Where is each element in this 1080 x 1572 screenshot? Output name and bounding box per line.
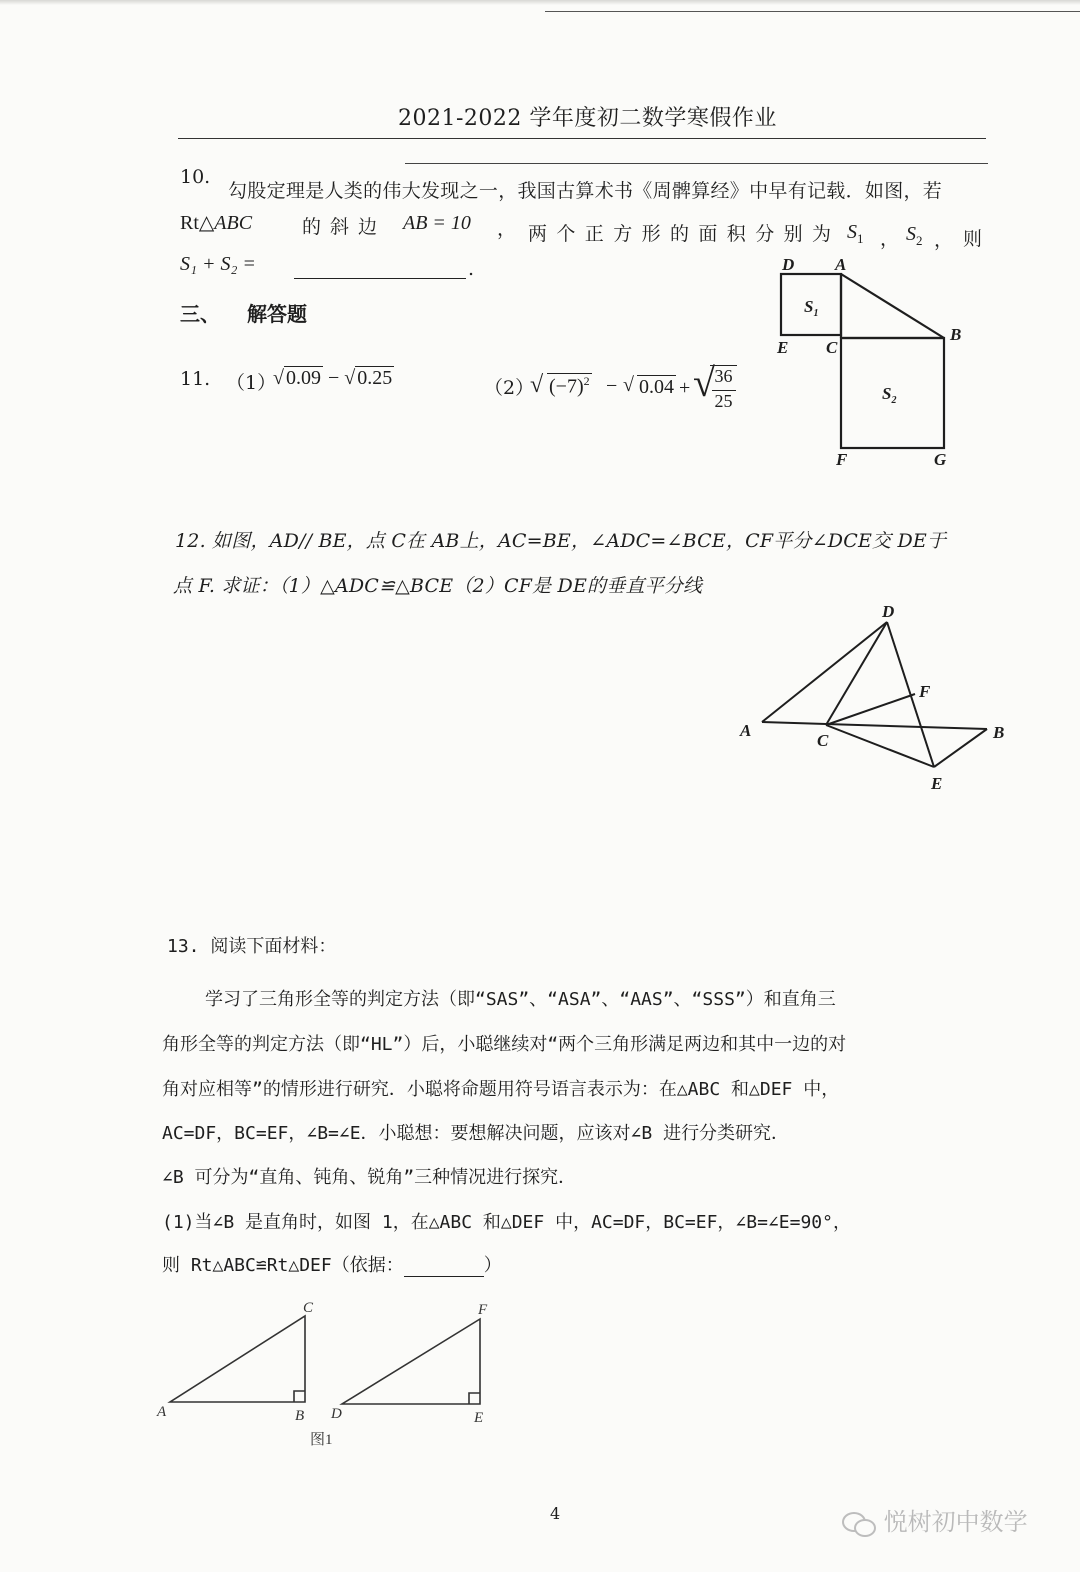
q13-paragraph-line6: (1)当∠B 是直角时，如图 1，在△ABC 和△DEF 中，AC=DF，BC=EF，∠B=∠E=90°，	[162, 1212, 851, 1233]
q11-p2-exp: 2	[583, 374, 590, 388]
q10-s1-sub: 1	[857, 231, 864, 246]
segment-ab	[841, 274, 944, 338]
q11-p2-r1-base: (−7)	[549, 375, 584, 398]
q10-abc: ABC	[214, 212, 253, 234]
label-e: E	[777, 338, 789, 357]
q10-figure	[770, 250, 1000, 475]
q11-p1-r2: 0.25	[357, 367, 393, 389]
q11-number: 11.	[180, 368, 211, 390]
q10-hyp-text: 的斜边	[302, 216, 387, 238]
q11-p1-minus: −	[327, 367, 340, 389]
q11-p2-r2: 0.04	[639, 376, 674, 398]
q10-sep1: ，	[497, 218, 517, 240]
label-g: G	[934, 450, 947, 469]
segment-dc	[826, 622, 887, 725]
radical-icon: √	[623, 374, 634, 396]
label-d: D	[882, 602, 895, 621]
q10-then: 则	[963, 228, 983, 250]
label-f: F	[919, 682, 931, 701]
label-s2-letter: S	[882, 384, 892, 403]
segment-ad	[762, 622, 887, 722]
label-a: A	[835, 255, 847, 274]
q12-figure	[735, 595, 1020, 795]
q11-p1-label: （1）	[226, 372, 277, 394]
q11-p2-plus: +	[679, 377, 691, 399]
q13-paragraph-line3: 角对应相等”的情形进行研究．小聪将命题用符号语言表示为：在△ABC 和△DEF 中，	[162, 1079, 840, 1100]
label-b: B	[950, 325, 962, 344]
q13-paragraph-line2: 角形全等的判定方法（即“HL”）后，小聪继续对“两个三角形满足两边和其中一边的对	[162, 1034, 847, 1055]
section3-label: 三、	[180, 302, 220, 326]
q13-p7-suffix: ）	[483, 1255, 502, 1276]
q10-line1: 勾股定理是人类的伟大发现之一，我国古算术书《周髀算经》中早有记载．如图，若	[228, 180, 943, 202]
label-s1-sub: 1	[813, 308, 819, 319]
label-s2-sub: 2	[891, 395, 897, 406]
triangle-abc	[170, 1316, 305, 1402]
q13-answer-blank[interactable]	[404, 1258, 484, 1277]
page-number: 4	[550, 1504, 561, 1523]
q10-sum: S₁ + S₂ =	[180, 253, 256, 275]
q10-s2	[906, 223, 923, 249]
segment-be	[934, 729, 987, 767]
wechat-icon	[842, 1510, 876, 1536]
label-s1	[804, 297, 818, 319]
label-d: D	[331, 1406, 342, 1422]
q11-p1-r1: 0.09	[285, 367, 321, 389]
right-angle-e-icon	[469, 1393, 480, 1404]
q10-rt-abc	[180, 210, 252, 235]
q12-line1: 12. 如图，AD// BE，点 C在 AB上，AC=BE，∠ADC=∠BCE，CF平分∠DCE交 DE于	[175, 530, 947, 552]
q11-p2-den: 25	[714, 391, 733, 411]
radical-icon: √	[693, 360, 715, 405]
label-e: E	[474, 1410, 484, 1426]
figure-caption: 图1	[310, 1432, 333, 1448]
segment-cf	[826, 694, 915, 725]
q11-p2-minus: −	[606, 375, 618, 397]
scan-edge-line	[545, 11, 1080, 12]
q10-areas-text: 两个正方形的面积分别为	[528, 223, 841, 245]
q10-s2-letter: S	[906, 223, 916, 245]
section3-title: 解答题	[247, 302, 307, 326]
watermark	[842, 1502, 1028, 1537]
q12-line2: 点 F. 求证：（1）△ADC≌△BCE（2）CF是 DE的垂直平分线	[173, 575, 703, 597]
label-b: B	[295, 1408, 305, 1424]
q10-ab-eq: AB = 10	[403, 212, 471, 234]
scan-edge-shadow	[0, 0, 1080, 5]
q13-p7-prefix: 则 Rt△ABC≌Rt△DEF（依据：	[162, 1255, 404, 1276]
label-c: C	[817, 731, 829, 750]
label-a: A	[740, 721, 752, 740]
page-title: 2021-2022 学年度初二数学寒假作业	[398, 106, 777, 131]
label-f: F	[478, 1302, 488, 1318]
watermark-text: 悦树初中数学	[883, 1508, 1028, 1536]
header-rule-2	[405, 163, 988, 164]
label-f: F	[836, 450, 848, 469]
q13-figure1	[150, 1295, 510, 1455]
q11-p2-r1	[547, 373, 592, 399]
q13-paragraph-line4: AC=DF，BC=EF，∠B=∠E．小聪想：要想解决问题，应该对∠B 进行分类研究．	[162, 1123, 790, 1144]
triangle-def	[342, 1319, 480, 1404]
q10-s2-sub: 2	[916, 233, 923, 248]
q11-p2-label: （2）	[484, 377, 535, 399]
label-e: E	[931, 774, 943, 793]
label-s2	[882, 384, 896, 406]
q10-number: 10.	[180, 166, 211, 188]
label-c: C	[826, 338, 838, 357]
label-d: D	[782, 255, 795, 274]
radical-icon: √	[273, 367, 284, 389]
q11-p2-num: 36	[710, 365, 737, 387]
q13-paragraph-line7	[162, 1251, 502, 1277]
segment-ab	[762, 722, 987, 729]
q13-paragraph-line1: 学习了三角形全等的判定方法（即“SAS”、“ASA”、“AAS”、“SSS”）和直角三	[205, 989, 836, 1010]
square-s2	[841, 338, 944, 448]
q10-answer-blank[interactable]	[294, 256, 466, 279]
right-angle-b-icon	[294, 1391, 305, 1402]
segment-ce	[826, 725, 934, 767]
q10-end: .	[468, 258, 475, 280]
label-c: C	[303, 1300, 314, 1316]
q10-s1-letter: S	[847, 221, 857, 243]
radical-icon: √	[530, 372, 544, 398]
q13-paragraph-line5: ∠B 可分为“直角、钝角、锐角”三种情况进行探究．	[162, 1167, 577, 1188]
q10-rt-prefix: Rt△	[180, 212, 215, 234]
label-a: A	[157, 1404, 167, 1420]
radical-icon: √	[344, 367, 356, 389]
q13-title: 13. 阅读下面材料：	[167, 936, 337, 957]
header-rule	[178, 138, 986, 139]
label-b: B	[993, 723, 1005, 742]
q10-sep3: ，	[934, 229, 954, 251]
label-s1-letter: S	[804, 297, 814, 316]
q10-s1	[847, 221, 864, 247]
q10-sep2: ，	[880, 228, 900, 250]
q11-p1-expression	[273, 367, 394, 390]
